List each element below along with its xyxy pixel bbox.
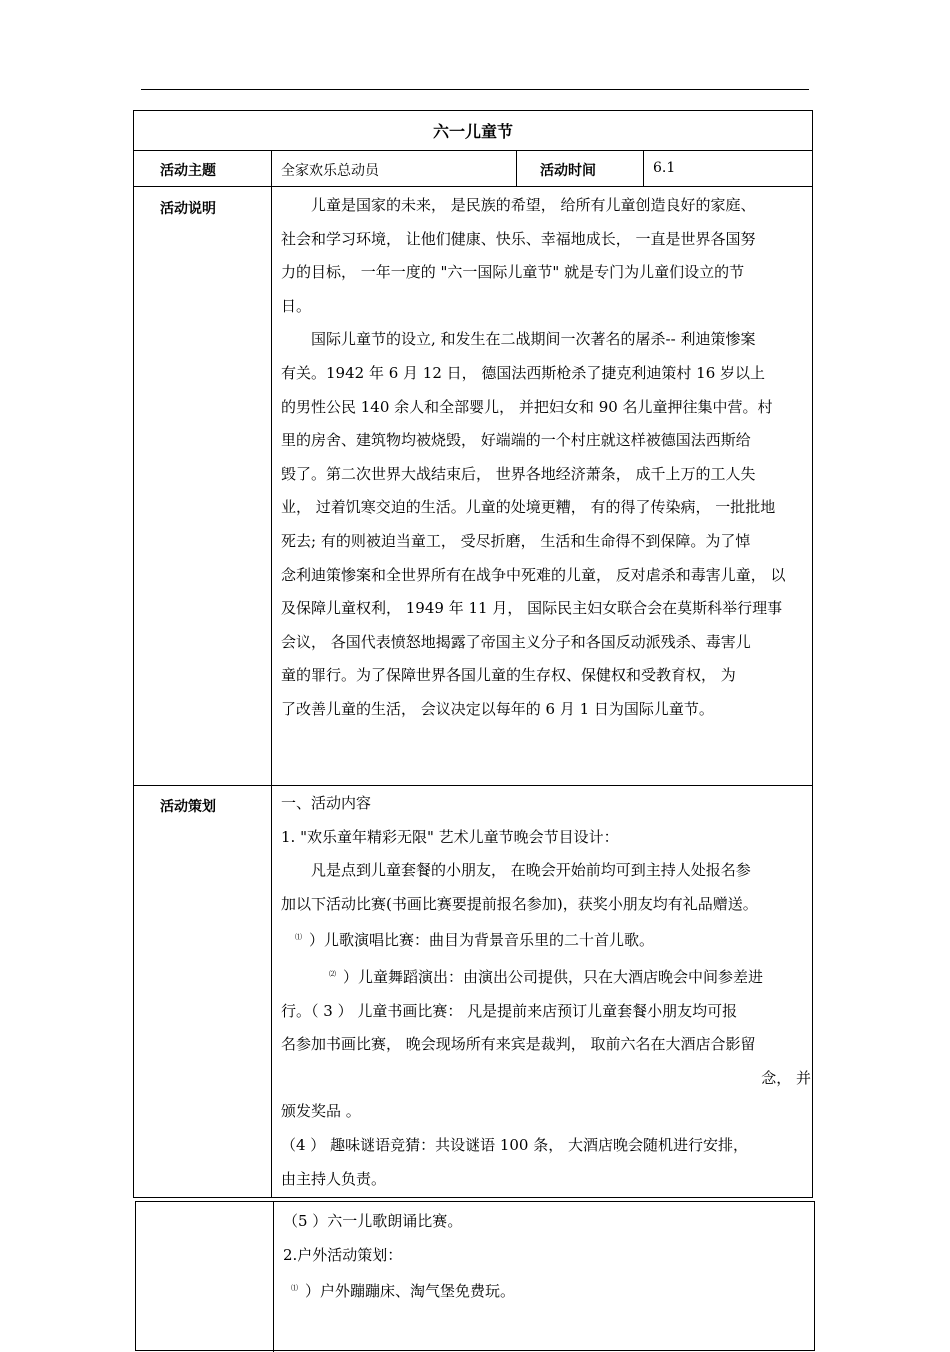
plan-line: 2.户外活动策划： [283,1245,403,1264]
event-table [133,110,813,1198]
column-divider [643,150,644,186]
column-divider [271,150,272,1198]
desc-line: 日。 [281,296,312,315]
plan-line: 念， 并 [761,1068,811,1087]
plan-line: 一、活动内容 [281,794,372,812]
plan-line: 名参加书画比赛， 晚会现场所有来宾是裁判， 取前六名在大酒店合影留 [281,1035,756,1054]
plan-text-continued [283,1205,813,1309]
plan-line: 1. "欢乐童年精彩无限" 艺术儿童节晚会节目设计： [281,827,619,846]
column-divider [273,1202,274,1352]
item-marker: ⑴ [295,933,302,942]
theme-value: 全家欢乐总动员 [281,163,379,179]
row-divider [134,150,812,151]
time-label: 活动时间 [540,163,596,179]
desc-line: 会议， 各国代表愤怒地揭露了帝国主义分子和各国反动派残杀、毒害儿 [281,632,751,651]
plan-line: 由主持人负责。 [281,1169,387,1188]
continuation-table [135,1201,815,1351]
row-divider [134,785,812,786]
desc-line: 有关。1942 年 6 月 12 日， 德国法西斯枪杀了捷克利迪策村 16 岁以上 [281,363,766,382]
description-text [281,189,811,727]
desc-line: 了改善儿童的生活， 会议决定以每年的 6 月 1 日为国际儿童节。 [281,699,714,718]
plan-line: 行。（ 3 ） 儿童书画比赛： 凡是提前来店预订儿童套餐小朋友均可报 [281,1001,738,1020]
theme-label: 活动主题 [160,163,216,179]
desc-line: 社会和学习环境， 让他们健康、快乐、幸福地成长， 一直是世界各国努 [281,229,756,248]
desc-line: 童的罪行。为了保障世界各国儿童的生存权、保健权和受教育权， 为 [281,666,736,685]
desc-line: 毁了。第二次世界大战结束后， 世界各地经济萧条， 成千上万的工人失 [281,464,756,483]
desc-line: 儿童是国家的未来， 是民族的希望， 给所有儿童创造良好的家庭、 [311,196,756,214]
plan-line: ⑴ ）户外蹦蹦床、淘气堡免费玩。 [283,1272,813,1309]
time-value: 6.1 [653,160,676,176]
desc-line: 的男性公民 140 余人和全部婴儿， 并把妇女和 90 名儿童押往集中营。村 [281,397,773,416]
plan-text [281,787,811,1196]
desc-line: 力的目标， 一年一度的 "六一国际儿童节" 就是专门为儿童们设立的节 [281,263,745,282]
desc-line: 念利迪策惨案和全世界所有在战争中死难的儿童， 反对虐杀和毒害儿童， 以 [281,565,786,584]
description-label: 活动说明 [160,201,216,217]
desc-line: 国际儿童节的设立, 和发生在二战期间一次著名的屠杀-- 利迪策惨案 [311,330,756,349]
desc-line: 业， 过着饥寒交迫的生活。儿童的处境更糟， 有的得了传染病， 一批批地 [281,498,776,517]
plan-line: （4 ） 趣味谜语竞猜：共设谜语 100 条， 大酒店晚会随机进行安排， [281,1135,749,1154]
column-divider [516,150,517,186]
desc-line: 及保障儿童权利， 1949 年 11 月， 国际民主妇女联合会在莫斯科举行理事 [281,599,783,618]
desc-line: 死去; 有的则被迫当童工， 受尽折磨， 生活和生命得不到保障。为了悼 [281,531,751,550]
item-marker: ⑵ [329,969,336,978]
plan-line: ⑵ ）儿童舞蹈演出：由演出公司提供，只在大酒店晚会中间参差进 [281,958,811,995]
plan-line: 加以下活动比赛(书画比赛要提前报名参加)，获奖小朋友均有礼品赠送。 [281,894,758,913]
row-divider [134,186,812,187]
desc-line: 里的房舍、建筑物均被烧毁， 好端端的一个村庄就这样被德国法西斯给 [281,431,751,450]
table-title: 六一儿童节 [432,122,513,141]
header-rule [141,89,809,90]
item-marker: ⑴ [291,1284,298,1293]
plan-line: 颁发奖品 。 [281,1102,361,1121]
plan-label: 活动策划 [160,799,216,815]
plan-line: 凡是点到儿童套餐的小朋友， 在晚会开始前均可到主持人处报名参 [311,861,751,880]
plan-line: （5 ）六一儿歌朗诵比赛。 [283,1212,463,1230]
plan-line: ⑴ ）儿歌演唱比赛：曲目为背景音乐里的二十首儿歌。 [281,921,811,958]
